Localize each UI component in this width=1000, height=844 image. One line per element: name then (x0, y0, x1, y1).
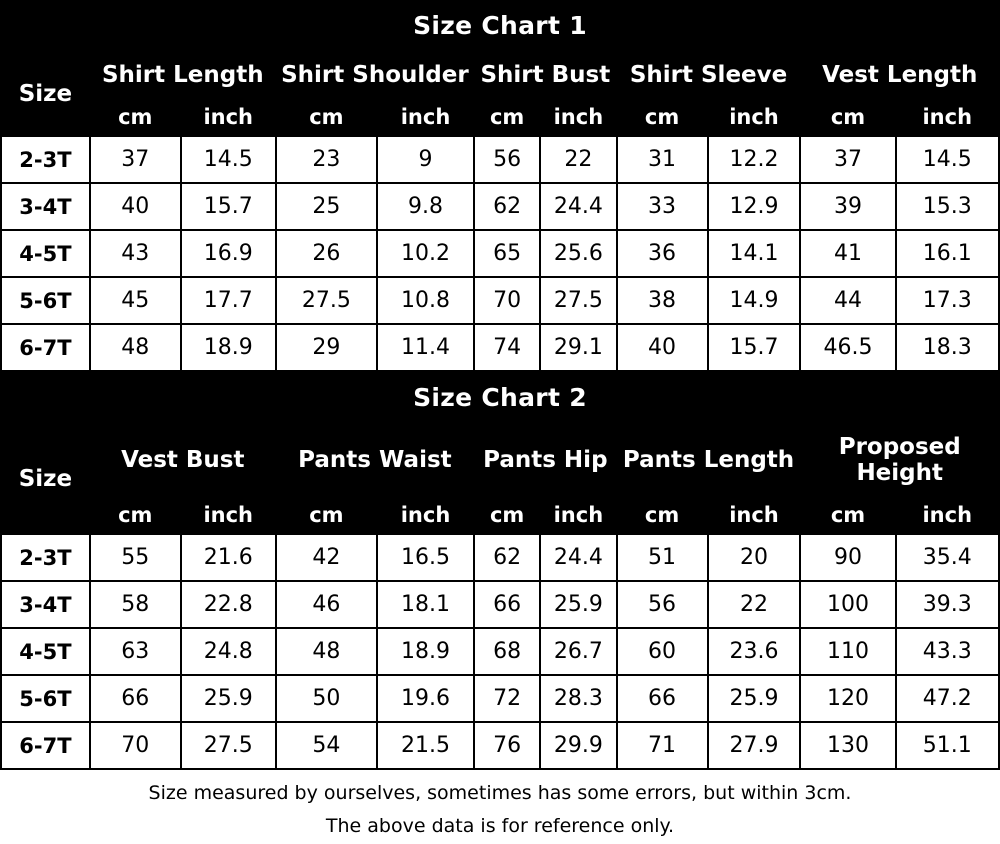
chart-1-unit-cm-3: cm (474, 98, 540, 136)
chart-1-group-shirt-bust: Shirt Bust (474, 52, 617, 98)
cell: 22 (540, 136, 616, 183)
cell: 25.6 (540, 230, 616, 277)
row-size-label: 2-3T (1, 534, 90, 581)
cell: 65 (474, 230, 540, 277)
cell: 36 (617, 230, 708, 277)
table-row (1, 230, 999, 277)
cell: 48 (90, 324, 181, 371)
chart-2-group-vest-bust: Vest Bust (90, 424, 276, 496)
cell: 21.6 (181, 534, 276, 581)
note-line-1: Size measured by ourselves, sometimes has some errors, but within 3cm. (148, 782, 852, 804)
cell: 29.1 (540, 324, 616, 371)
chart-1-size-header: Size (1, 52, 90, 136)
cell: 14.1 (708, 230, 801, 277)
chart-1-group-shirt-sleeve: Shirt Sleeve (617, 52, 801, 98)
cell: 16.5 (377, 534, 474, 581)
chart-1-unit-cm-2: cm (276, 98, 377, 136)
cell: 110 (800, 628, 895, 675)
chart-2-unit-inch-3: inch (540, 496, 616, 534)
cell: 35.4 (896, 534, 1000, 581)
chart-1-unit-inch-1: inch (181, 98, 276, 136)
cell: 120 (800, 675, 895, 722)
cell: 9.8 (377, 183, 474, 230)
chart-1-group-shirt-length: Shirt Length (90, 52, 276, 98)
cell: 60 (617, 628, 708, 675)
cell: 76 (474, 722, 540, 769)
cell: 15.7 (708, 324, 801, 371)
cell: 17.3 (896, 277, 1000, 324)
cell: 19.6 (377, 675, 474, 722)
cell: 31 (617, 136, 708, 183)
cell: 29.9 (540, 722, 616, 769)
cell: 25 (276, 183, 377, 230)
cell: 56 (617, 581, 708, 628)
cell: 50 (276, 675, 377, 722)
cell: 47.2 (896, 675, 1000, 722)
cell: 66 (474, 581, 540, 628)
cell: 9 (377, 136, 474, 183)
cell: 90 (800, 534, 895, 581)
row-size-label: 3-4T (1, 183, 90, 230)
cell: 12.9 (708, 183, 801, 230)
cell: 15.3 (896, 183, 1000, 230)
cell: 24.4 (540, 534, 616, 581)
cell: 38 (617, 277, 708, 324)
cell: 42 (276, 534, 377, 581)
cell: 18.9 (181, 324, 276, 371)
table-row (1, 675, 999, 722)
chart-2-group-pants-hip: Pants Hip (474, 424, 617, 496)
cell: 66 (617, 675, 708, 722)
table-row (1, 183, 999, 230)
cell: 43.3 (896, 628, 1000, 675)
cell: 100 (800, 581, 895, 628)
chart-1-group-vest-length: Vest Length (800, 52, 999, 98)
cell: 27.9 (708, 722, 801, 769)
table-row (1, 136, 999, 183)
footer-notes (0, 770, 1000, 844)
cell: 39.3 (896, 581, 1000, 628)
chart-2-unit-cm-3: cm (474, 496, 540, 534)
chart-1-unit-inch-5: inch (896, 98, 1000, 136)
row-size-label: 2-3T (1, 136, 90, 183)
chart-1-unit-cm-1: cm (90, 98, 181, 136)
chart-1-unit-cm-5: cm (800, 98, 895, 136)
chart-1-unit-inch-2: inch (377, 98, 474, 136)
row-size-label: 6-7T (1, 324, 90, 371)
cell: 15.7 (181, 183, 276, 230)
cell: 10.2 (377, 230, 474, 277)
chart-2-title-row (1, 373, 999, 424)
cell: 43 (90, 230, 181, 277)
cell: 66 (90, 675, 181, 722)
chart-2-size-header: Size (1, 424, 90, 534)
cell: 24.8 (181, 628, 276, 675)
cell: 62 (474, 534, 540, 581)
cell: 18.1 (377, 581, 474, 628)
cell: 18.9 (377, 628, 474, 675)
chart-2-unit-cm-1: cm (90, 496, 181, 534)
chart-1-unit-cm-4: cm (617, 98, 708, 136)
row-size-label: 5-6T (1, 277, 90, 324)
size-chart-1 (0, 0, 1000, 372)
cell: 37 (800, 136, 895, 183)
cell: 21.5 (377, 722, 474, 769)
cell: 14.5 (181, 136, 276, 183)
cell: 11.4 (377, 324, 474, 371)
cell: 48 (276, 628, 377, 675)
chart-1-unit-inch-3: inch (540, 98, 616, 136)
cell: 25.9 (540, 581, 616, 628)
chart-1-group-shirt-shoulder: Shirt Shoulder (276, 52, 474, 98)
chart-2-unit-cm-5: cm (800, 496, 895, 534)
size-chart-2 (0, 372, 1000, 770)
table-row (1, 628, 999, 675)
chart-2-group-pants-waist: Pants Waist (276, 424, 474, 496)
cell: 27.5 (181, 722, 276, 769)
cell: 44 (800, 277, 895, 324)
chart-2-title: Size Chart 2 (1, 373, 999, 424)
chart-1-group-header-row (1, 52, 999, 98)
cell: 27.5 (276, 277, 377, 324)
cell: 25.9 (708, 675, 801, 722)
cell: 12.2 (708, 136, 801, 183)
row-size-label: 3-4T (1, 581, 90, 628)
table-row (1, 581, 999, 628)
cell: 29 (276, 324, 377, 371)
chart-2-unit-cm-4: cm (617, 496, 708, 534)
chart-2-group-header-row (1, 424, 999, 496)
cell: 51 (617, 534, 708, 581)
cell: 17.7 (181, 277, 276, 324)
cell: 10.8 (377, 277, 474, 324)
cell: 25.9 (181, 675, 276, 722)
table-row (1, 534, 999, 581)
cell: 26.7 (540, 628, 616, 675)
cell: 55 (90, 534, 181, 581)
cell: 56 (474, 136, 540, 183)
cell: 45 (90, 277, 181, 324)
cell: 40 (90, 183, 181, 230)
cell: 23 (276, 136, 377, 183)
cell: 28.3 (540, 675, 616, 722)
cell: 24.4 (540, 183, 616, 230)
chart-1-title: Size Chart 1 (1, 1, 999, 52)
cell: 27.5 (540, 277, 616, 324)
chart-1-unit-inch-4: inch (708, 98, 801, 136)
cell: 74 (474, 324, 540, 371)
chart-2-unit-inch-2: inch (377, 496, 474, 534)
cell: 39 (800, 183, 895, 230)
cell: 16.1 (896, 230, 1000, 277)
cell: 22 (708, 581, 801, 628)
row-size-label: 5-6T (1, 675, 90, 722)
cell: 41 (800, 230, 895, 277)
chart-2-group-pants-length: Pants Length (617, 424, 801, 496)
row-size-label: 4-5T (1, 230, 90, 277)
cell: 68 (474, 628, 540, 675)
chart-1-unit-header-row (1, 98, 999, 136)
cell: 26 (276, 230, 377, 277)
row-size-label: 6-7T (1, 722, 90, 769)
table-row (1, 722, 999, 769)
cell: 72 (474, 675, 540, 722)
chart-2-unit-inch-5: inch (896, 496, 1000, 534)
cell: 51.1 (896, 722, 1000, 769)
chart-2-unit-cm-2: cm (276, 496, 377, 534)
cell: 40 (617, 324, 708, 371)
cell: 16.9 (181, 230, 276, 277)
chart-1-title-row (1, 1, 999, 52)
cell: 70 (474, 277, 540, 324)
cell: 14.5 (896, 136, 1000, 183)
cell: 63 (90, 628, 181, 675)
table-row (1, 324, 999, 371)
cell: 62 (474, 183, 540, 230)
cell: 46.5 (800, 324, 895, 371)
cell: 71 (617, 722, 708, 769)
chart-2-unit-inch-1: inch (181, 496, 276, 534)
note-line-2: The above data is for reference only. (325, 815, 675, 838)
cell: 37 (90, 136, 181, 183)
chart-2-unit-header-row (1, 496, 999, 534)
cell: 22.8 (181, 581, 276, 628)
cell: 33 (617, 183, 708, 230)
chart-2-unit-inch-4: inch (708, 496, 801, 534)
row-size-label: 4-5T (1, 628, 90, 675)
chart-2-group-proposed-height: Proposed Height (800, 424, 999, 496)
cell: 14.9 (708, 277, 801, 324)
table-row (1, 277, 999, 324)
cell: 23.6 (708, 628, 801, 675)
cell: 18.3 (896, 324, 1000, 371)
cell: 46 (276, 581, 377, 628)
cell: 54 (276, 722, 377, 769)
cell: 70 (90, 722, 181, 769)
cell: 20 (708, 534, 801, 581)
cell: 130 (800, 722, 895, 769)
cell: 58 (90, 581, 181, 628)
